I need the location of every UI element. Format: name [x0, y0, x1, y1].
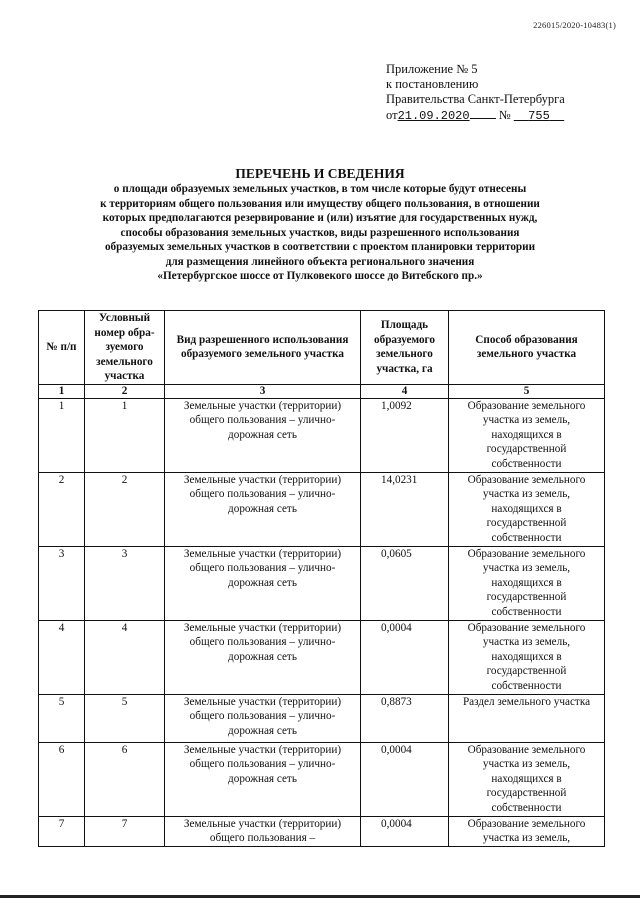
appendix-block [386, 62, 616, 124]
permitted-use: Земельные участки (территории) общего пользования – [165, 816, 361, 846]
permitted-use: Земельные участки (территории) общего пользования – улично-дорожная сеть [165, 472, 361, 546]
plot-number: 7 [85, 816, 165, 846]
permitted-use: Земельные участки (территории) общего пользования – улично-дорожная сеть [165, 546, 361, 620]
title-heading: ПЕРЕЧЕНЬ И СВЕДЕНИЯ [235, 166, 405, 181]
permitted-use: Земельные участки (территории) общего пользования – улично-дорожная сеть [165, 398, 361, 472]
plot-area: 0,0004 [361, 620, 449, 694]
title-line: о площади образуемых земельных участков, в том числе которые будут отнесены [113, 183, 527, 195]
plot-number: 3 [85, 546, 165, 620]
formation-method: Образование земельного участка из земель, находящихся в государственной собственности [449, 472, 605, 546]
formation-method: Образование земельного участка из земель, [449, 816, 605, 846]
from-label: от [386, 108, 398, 122]
header-cell: Вид разрешенного использования образуемого земельного участка [165, 311, 361, 385]
plot-number: 1 [85, 398, 165, 472]
header-cell: Способ образования земельного участка [449, 311, 605, 385]
title-line: способы образования земельных участков, виды разрешенного использования [120, 226, 520, 239]
document-id: 226015/2020-10483(1) [533, 20, 616, 30]
table-row [39, 472, 605, 546]
decree-date: 21.09.2020 [397, 109, 470, 123]
plot-area: 0,0004 [361, 742, 449, 816]
permitted-use: Земельные участки (территории) общего пользования – улично-дорожная сеть [165, 620, 361, 694]
decree-number-value: 755 [528, 109, 550, 123]
number-label: № [498, 108, 511, 122]
row-index: 4 [39, 620, 85, 694]
permitted-use: Земельные участки (территории) общего пользования – улично-дорожная сеть [165, 742, 361, 816]
column-number: 1 [39, 384, 85, 398]
row-index: 2 [39, 472, 85, 546]
table-row [39, 816, 605, 846]
decree-number [514, 109, 564, 123]
row-index: 1 [39, 398, 85, 472]
plot-number: 6 [85, 742, 165, 816]
underline-gap [470, 107, 496, 119]
plot-area: 14,0231 [361, 472, 449, 546]
appendix-date-line [386, 107, 616, 124]
row-index: 5 [39, 694, 85, 742]
table-row [39, 620, 605, 694]
row-index: 7 [39, 816, 85, 846]
plot-area: 0,8873 [361, 694, 449, 742]
title-line: к территориям общего пользования или имуществу общего пользования, в отношении [100, 197, 540, 210]
plot-area: 0,0004 [361, 816, 449, 846]
permitted-use: Земельные участки (территории) общего пользования – улично-дорожная сеть [165, 694, 361, 742]
document-title [30, 165, 610, 284]
formation-method: Образование земельного участка из земель, находящихся в государственной собственности [449, 546, 605, 620]
column-number-row [39, 384, 605, 398]
table-row [39, 398, 605, 472]
header-cell: Условный номер обра-зуемого земельного участка [85, 311, 165, 385]
title-line: «Петербургское шоссе от Пулковекого шоссе до Витебского пр.» [157, 270, 483, 282]
row-index: 3 [39, 546, 85, 620]
row-index: 6 [39, 742, 85, 816]
appendix-line-3: Правительства Санкт-Петербурга [386, 92, 565, 106]
column-number: 5 [449, 384, 605, 398]
land-plots-table [38, 310, 605, 847]
table-row [39, 742, 605, 816]
header-cell: Площадь образуемого земельного участка, га [361, 311, 449, 385]
title-line: которых предполагаются резервирование и (или) изъятие для государственных нужд, [102, 212, 538, 224]
formation-method: Образование земельного участка из земель, находящихся в государственной собственности [449, 620, 605, 694]
plot-area: 1,0092 [361, 398, 449, 472]
table-header-row [39, 311, 605, 385]
formation-method: Раздел земельного участка [449, 694, 605, 742]
title-line: образуемых земельных участков в соответствии с проектом планировки территории [104, 241, 536, 253]
plot-number: 4 [85, 620, 165, 694]
column-number: 4 [361, 384, 449, 398]
formation-method: Образование земельного участка из земель, находящихся в государственной собственности [449, 742, 605, 816]
column-number: 3 [165, 384, 361, 398]
header-cell: № п/п [39, 311, 85, 385]
column-number: 2 [85, 384, 165, 398]
formation-method: Образование земельного участка из земель, находящихся в государственной собственности [449, 398, 605, 472]
plot-number: 2 [85, 472, 165, 546]
table-row [39, 546, 605, 620]
title-line: для размещения линейного объекта регионального значения [165, 255, 475, 268]
appendix-line-1: Приложение № 5 [386, 62, 478, 76]
plot-number: 5 [85, 694, 165, 742]
table-row [39, 694, 605, 742]
plot-area: 0,0605 [361, 546, 449, 620]
appendix-line-2: к постановлению [386, 77, 479, 91]
page-bottom-edge [0, 895, 640, 898]
